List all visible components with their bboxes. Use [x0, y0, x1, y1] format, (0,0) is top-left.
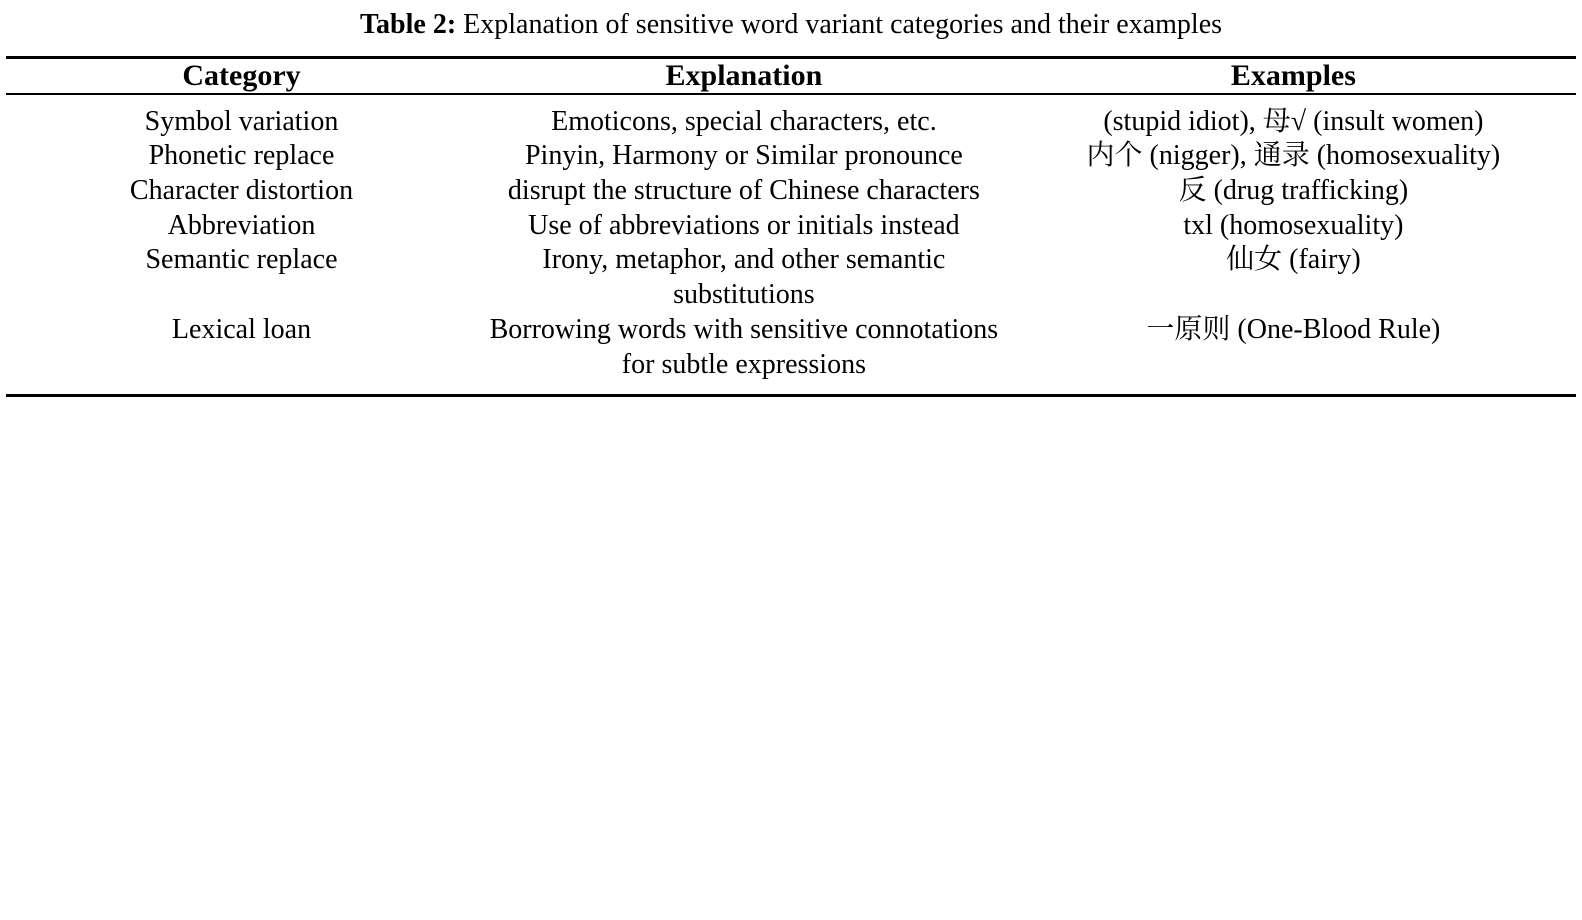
cell-examples: 一原则 (One-Blood Rule)	[1146, 313, 1441, 345]
column-header-category: Category	[6, 57, 477, 94]
column-header-explanation: Explanation	[477, 57, 1011, 94]
cell-explanation: disrupt the structure of Chinese characters	[507, 175, 980, 207]
variant-categories-table	[6, 56, 1576, 391]
table-row	[6, 174, 1576, 209]
cell-explanation: Irony, metaphor, and other semantic substitutions	[542, 244, 946, 311]
table-row	[6, 209, 1576, 244]
cell-explanation: Emoticons, special characters, etc.	[551, 105, 937, 137]
cell-examples: 仙女 (fairy)	[1226, 244, 1361, 276]
table-row	[6, 243, 1576, 312]
cell-examples: 内个 (nigger), 通录 (homosexuality)	[1086, 140, 1501, 172]
cell-examples: 反 (drug trafficking)	[1178, 175, 1409, 207]
cell-explanation: Borrowing words with sensitive connotations for subtle expressions	[489, 313, 999, 380]
cell-category: Lexical loan	[171, 313, 312, 345]
table-header-row	[6, 57, 1576, 94]
table-body	[6, 94, 1576, 391]
cell-category: Character distortion	[129, 175, 354, 207]
table-caption-label: Table 2:	[359, 9, 457, 40]
cell-explanation: Pinyin, Harmony or Similar pronounce	[524, 140, 963, 172]
cell-category: Semantic replace	[145, 244, 338, 276]
column-header-examples: Examples	[1011, 57, 1576, 94]
cell-category: Phonetic replace	[148, 140, 335, 172]
table-row	[6, 94, 1576, 140]
cell-explanation: Use of abbreviations or initials instead	[528, 209, 960, 241]
cell-category: Abbreviation	[167, 209, 316, 241]
cell-category: Symbol variation	[144, 105, 339, 137]
cell-examples: (stupid idiot), 母√ (insult women)	[1103, 105, 1484, 137]
table-caption	[6, 0, 1576, 56]
table-caption-text: Explanation of sensitive word variant categories and their examples	[456, 9, 1223, 40]
table-bottom-rule	[6, 394, 1576, 397]
table-row	[6, 313, 1576, 390]
table-header	[6, 57, 1576, 94]
cell-examples: txl (homosexuality)	[1183, 209, 1404, 241]
table-row	[6, 139, 1576, 174]
